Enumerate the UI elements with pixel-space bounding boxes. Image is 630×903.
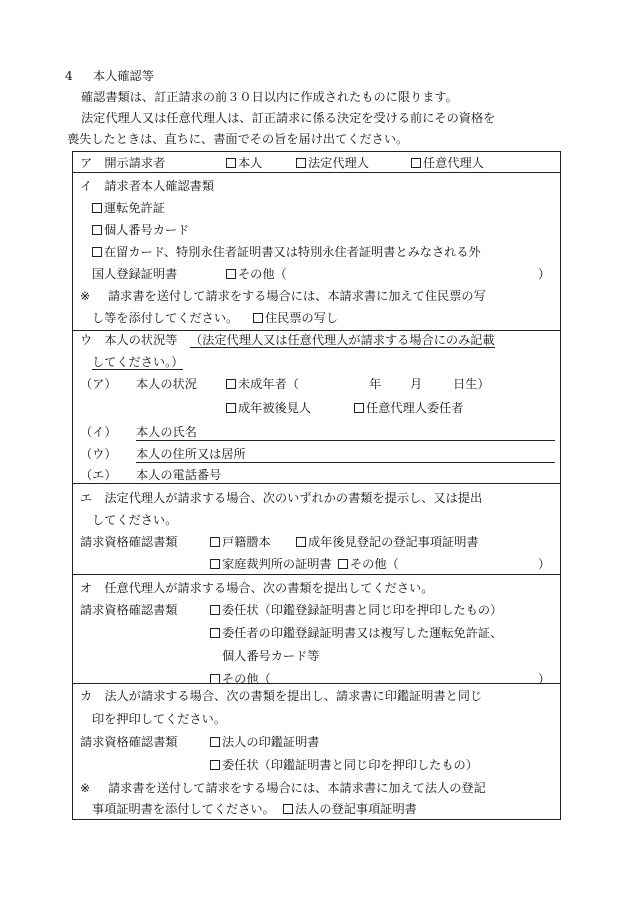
checkbox-drivers-license[interactable]: 運転免許証 bbox=[92, 202, 165, 214]
checkbox-icon bbox=[210, 737, 220, 747]
principal-name-field[interactable] bbox=[136, 440, 555, 441]
checkbox-icon bbox=[296, 158, 306, 168]
checkbox-corporate-seal-cert[interactable]: 法人の印鑑証明書 bbox=[210, 736, 320, 748]
seal-cert-line-2: 個人番号カード等 bbox=[222, 649, 320, 663]
checkbox-icon bbox=[283, 804, 293, 814]
checkbox-icon bbox=[226, 158, 236, 168]
corporate-mail-note-line-2: 事項証明書を添付してください。 bbox=[92, 802, 275, 816]
mail-note-line-1: 請求書を送付して請求をする場合には、本請求書に加えて住民票の写 bbox=[108, 289, 486, 303]
checkbox-family-court-cert[interactable]: 家庭裁判所の証明書 bbox=[210, 558, 332, 570]
phone-number-index: （エ） bbox=[80, 468, 117, 482]
principal-status-note-line-2: してください。） bbox=[92, 355, 184, 369]
checkbox-icon bbox=[92, 225, 102, 235]
checkbox-my-number-card[interactable]: 個人番号カード bbox=[92, 224, 189, 236]
voluntary-agent-instructions: オ 任意代理人が請求する場合、次の書類を提出してください。 bbox=[80, 581, 434, 595]
principal-name-label: 本人の氏名 bbox=[136, 425, 197, 439]
checkbox-id-other[interactable]: その他（ bbox=[226, 268, 287, 280]
checkbox-icon bbox=[210, 559, 220, 569]
checkbox-self[interactable]: 本人 bbox=[226, 157, 262, 169]
checkbox-guardianship-cert[interactable]: 成年後見登記の登記事項証明書 bbox=[296, 536, 479, 548]
section-title: 本人確認等 bbox=[93, 69, 154, 83]
checkbox-voluntary-other[interactable]: その他（ bbox=[210, 673, 271, 685]
checkbox-power-of-attorney[interactable]: 委任状（印鑑登録証明書と同じ印を押印したもの） bbox=[210, 604, 502, 616]
checkbox-voluntary-agent[interactable]: 任意代理人 bbox=[411, 157, 484, 169]
corporate-note-mark: ※ bbox=[80, 781, 91, 795]
birth-year-label: 年 bbox=[369, 377, 382, 391]
principal-status-note-line-1: （法定代理人又は任意代理人が請求する場合にのみ記載 bbox=[190, 333, 495, 347]
intro-paragraph-1: 確認書類は、訂正請求の前３０日以内に作成されたものに限ります。 bbox=[81, 90, 458, 104]
divider bbox=[73, 330, 560, 331]
checkbox-icon bbox=[338, 559, 348, 569]
checkbox-icon bbox=[296, 537, 306, 547]
legal-agent-instructions-line-1: エ 法定代理人が請求する場合、次のいずれかの書類を提示し、又は提出 bbox=[80, 491, 483, 505]
checkbox-seal-cert-or-copy[interactable]: 委任者の印鑑登録証明書又は複写した運転免許証、 bbox=[210, 627, 502, 639]
corporate-mail-note-line-1: 請求書を送付して請求をする場合には、本請求書に加えて法人の登記 bbox=[108, 781, 486, 795]
mail-note-line-2: し等を添付してください。 bbox=[92, 311, 239, 325]
legal-agent-instructions-line-2: してください。 bbox=[92, 513, 178, 527]
checkbox-icon bbox=[354, 403, 364, 413]
checkbox-residence-card[interactable]: 在留カード、特別永住者証明書又は特別永住者証明書とみなされる外 bbox=[92, 246, 481, 258]
divider bbox=[73, 683, 560, 684]
intro-paragraph-2-line-1: 法定代理人又は任意代理人は、訂正請求に係る決定を受ける前にその資格を bbox=[81, 111, 496, 125]
checkbox-icon bbox=[92, 247, 102, 257]
checkbox-corporate-registry-cert[interactable]: 法人の登記事項証明書 bbox=[283, 803, 417, 815]
requester-type-label: ア 開示請求者 bbox=[80, 156, 166, 170]
checkbox-corporate-power-of-attorney[interactable]: 委任状（印鑑証明書と同じ印を押印したもの） bbox=[210, 759, 478, 771]
section-number: 4 bbox=[65, 69, 73, 83]
checkbox-icon bbox=[210, 628, 220, 638]
id-documents-title: イ 請求者本人確認書類 bbox=[80, 179, 215, 193]
other-close-paren: ） bbox=[538, 267, 551, 281]
address-number: （ウ） bbox=[80, 447, 117, 461]
voluntary-agent-docs-label: 請求資格確認書類 bbox=[80, 603, 178, 617]
checkbox-principal[interactable]: 任意代理人委任者 bbox=[354, 402, 464, 414]
checkbox-adult-ward[interactable]: 成年被後見人 bbox=[226, 402, 311, 414]
principal-phone-field[interactable] bbox=[136, 483, 555, 484]
principal-address-field[interactable] bbox=[136, 462, 555, 463]
legal-other-close-paren: ） bbox=[538, 557, 551, 571]
checkbox-icon bbox=[210, 537, 220, 547]
checkbox-icon bbox=[210, 760, 220, 770]
corporation-docs-label: 請求資格確認書類 bbox=[80, 735, 178, 749]
residence-card-line-2: 国人登録証明書 bbox=[92, 267, 178, 281]
checkbox-icon bbox=[210, 674, 220, 684]
checkbox-resident-record[interactable]: 住民票の写し bbox=[253, 312, 338, 324]
divider bbox=[73, 574, 560, 575]
principal-phone-label: 本人の電話番号 bbox=[136, 468, 222, 482]
checkbox-legal-agent[interactable]: 法定代理人 bbox=[296, 157, 369, 169]
birth-month-label: 月 bbox=[410, 377, 423, 391]
checkbox-icon bbox=[253, 313, 263, 323]
checkbox-icon bbox=[210, 605, 220, 615]
status-number: （ア） bbox=[80, 377, 117, 391]
status-label: 本人の状況 bbox=[136, 377, 197, 391]
checkbox-icon bbox=[226, 379, 236, 389]
birth-day-label: 日生） bbox=[453, 377, 490, 391]
checkbox-legal-other[interactable]: その他（ bbox=[338, 558, 399, 570]
checkbox-minor[interactable]: 未成年者（ bbox=[226, 378, 299, 390]
intro-paragraph-2-line-2: 喪失したときは、直ちに、書面でその旨を届け出てください。 bbox=[67, 132, 409, 146]
checkbox-icon bbox=[92, 203, 102, 213]
checkbox-family-register[interactable]: 戸籍謄本 bbox=[210, 536, 271, 548]
corporation-instructions-line-2: 印を押印してください。 bbox=[92, 712, 227, 726]
checkbox-icon bbox=[411, 158, 421, 168]
voluntary-other-close-paren: ） bbox=[538, 672, 551, 686]
principal-address-label: 本人の住所又は居所 bbox=[136, 447, 246, 461]
note-mark: ※ bbox=[80, 289, 91, 303]
checkbox-icon bbox=[226, 269, 236, 279]
corporation-instructions-line-1: カ 法人が請求する場合、次の書類を提出し、請求書に印鑑証明書と同じ bbox=[80, 689, 483, 703]
checkbox-icon bbox=[226, 403, 236, 413]
name-number: （イ） bbox=[80, 425, 117, 439]
divider bbox=[73, 172, 560, 173]
principal-status-title: ウ 本人の状況等 bbox=[80, 333, 178, 347]
legal-agent-docs-label: 請求資格確認書類 bbox=[80, 535, 178, 549]
